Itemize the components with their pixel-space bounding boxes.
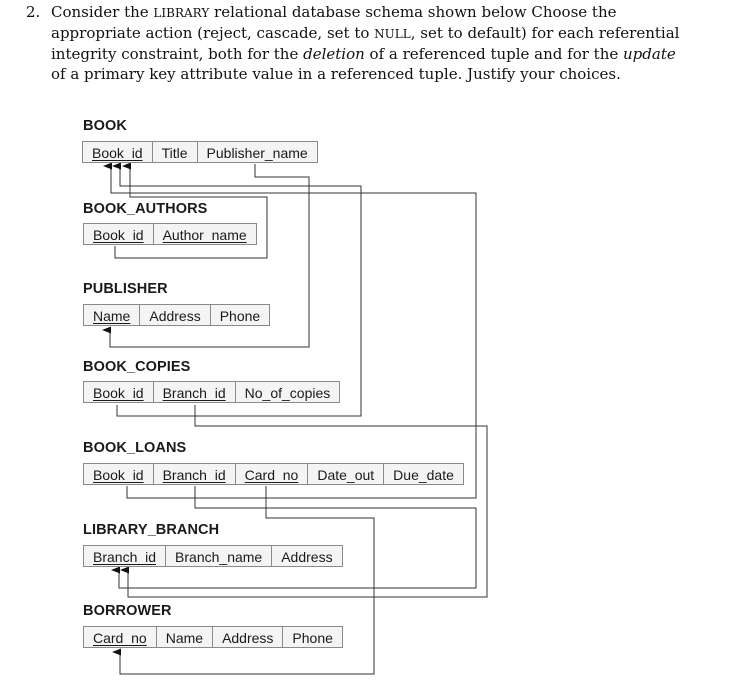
column-author-name: Author_name	[153, 223, 257, 245]
column-branch-name: Branch_name	[165, 545, 271, 567]
column-name: Name	[156, 626, 212, 648]
column-date-out: Date_out	[307, 463, 383, 485]
column-branch-id: Branch_id	[153, 381, 235, 403]
column-phone: Phone	[282, 626, 342, 648]
column-publisher-name: Publisher_name	[197, 141, 318, 163]
column-due-date: Due_date	[383, 463, 464, 485]
table-name-book-authors: BOOK_AUTHORS	[83, 201, 208, 217]
table-name-book-copies: BOOK_COPIES	[83, 359, 191, 375]
table-book	[82, 141, 318, 163]
question-text-part: Consider the	[51, 3, 154, 21]
question-number: 2.	[26, 3, 41, 21]
column-name: Name	[83, 304, 139, 326]
table-name-library-branch: LIBRARY_BRANCH	[83, 522, 220, 538]
table-name-publisher: PUBLISHER	[83, 281, 168, 297]
column-card-no: Card_no	[83, 626, 156, 648]
column-card-no: Card_no	[235, 463, 308, 485]
null-keyword: NULL	[374, 27, 411, 41]
table-name-book-loans: BOOK_LOANS	[83, 440, 187, 456]
column-book-id: Book_id	[83, 223, 153, 245]
deletion-word: deletion	[303, 45, 365, 63]
column-phone: Phone	[210, 304, 270, 326]
column-book-id: Book_id	[83, 463, 153, 485]
table-book-authors	[83, 223, 257, 245]
column-title: Title	[152, 141, 197, 163]
table-name-borrower: BORROWER	[83, 603, 172, 619]
table-book-loans	[83, 463, 464, 485]
table-book-copies	[83, 381, 340, 403]
column-branch-id: Branch_id	[153, 463, 235, 485]
column-book-id: Book_id	[83, 381, 153, 403]
update-word: update	[623, 45, 676, 63]
column-address: Address	[139, 304, 209, 326]
table-library-branch	[83, 545, 343, 567]
table-name-book: BOOK	[83, 118, 127, 134]
column-book-id: Book_id	[82, 141, 152, 163]
column-no-of-copies: No_of_copies	[235, 381, 341, 403]
question-text-part: of a referenced tuple and for the	[364, 45, 624, 63]
table-publisher	[83, 304, 270, 326]
fk-line-book-copies-branch	[128, 405, 487, 597]
column-address: Address	[212, 626, 282, 648]
library-keyword: LIBRARY	[153, 6, 210, 20]
question-text-part: of a primary key attribute value in a referenced tuple. Justify your choices.	[51, 65, 621, 83]
question-text-part: , set to default) for each referential integrity constraint, both for the	[51, 24, 680, 63]
column-branch-id: Branch_id	[83, 545, 165, 567]
table-borrower	[83, 626, 343, 648]
column-address: Address	[271, 545, 342, 567]
question-text-part: relational database schema shown below Choose the appropriate action (reject, cascade, set to	[51, 3, 617, 42]
